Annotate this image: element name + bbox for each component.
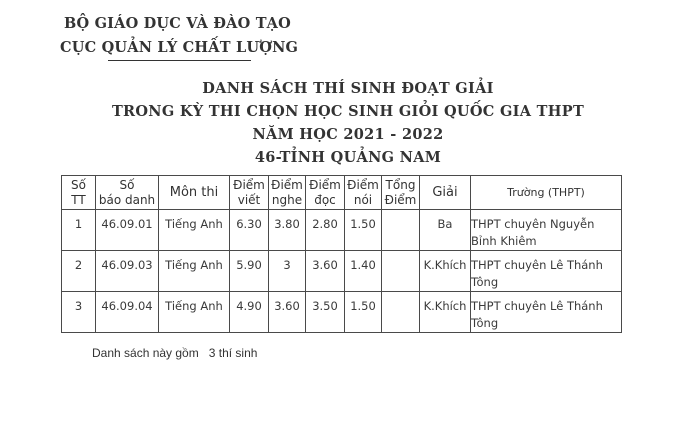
cell-sbd: 46.09.04 xyxy=(96,292,159,333)
cell-school: THPT chuyên Lê Thánh Tông xyxy=(471,251,622,292)
cell-stt: 3 xyxy=(62,292,96,333)
cell-reading: 3.60 xyxy=(306,251,345,292)
cell-school: THPT chuyên Nguyễn Bỉnh Khiêm xyxy=(471,210,622,251)
cell-writing: 5.90 xyxy=(230,251,269,292)
header-writing: Điểm viết xyxy=(230,176,269,210)
table-header-row xyxy=(62,176,622,210)
cell-listening: 3.80 xyxy=(269,210,306,251)
cell-writing: 6.30 xyxy=(230,210,269,251)
header-award: Giải xyxy=(420,176,471,210)
header-subject: Môn thi xyxy=(159,176,230,210)
header-total: Tổng Điểm xyxy=(382,176,420,210)
cell-award: K.Khích xyxy=(420,251,471,292)
exam-name: TRONG KỲ THI CHỌN HỌC SINH GIỎI QUỐC GIA THPT xyxy=(111,103,585,120)
header-sbd: Số báo danh xyxy=(96,176,159,210)
header-reading: Điểm đọc xyxy=(306,176,345,210)
cell-speaking: 1.50 xyxy=(345,292,382,333)
school-year: NĂM HỌC 2021 - 2022 xyxy=(252,126,444,143)
document-title: DANH SÁCH THÍ SINH ĐOẠT GIẢI xyxy=(202,80,494,97)
cell-award: Ba xyxy=(420,210,471,251)
table-row xyxy=(62,292,622,333)
header-stt: Số TT xyxy=(62,176,96,210)
table-row xyxy=(62,210,622,251)
summary-text: Danh sách này gồm 3 thí sinh xyxy=(92,346,258,360)
header-school: Trường (THPT) xyxy=(471,176,622,210)
cell-award: K.Khích xyxy=(420,292,471,333)
table-row xyxy=(62,251,622,292)
cell-school: THPT chuyên Lê Thánh Tông xyxy=(471,292,622,333)
cell-total xyxy=(382,292,420,333)
cell-subject: Tiếng Anh xyxy=(159,251,230,292)
cell-speaking: 1.50 xyxy=(345,210,382,251)
cell-stt: 1 xyxy=(62,210,96,251)
cell-total xyxy=(382,251,420,292)
department-name: CỤC QUẢN LÝ CHẤT LƯỢNG xyxy=(60,39,299,56)
cell-subject: Tiếng Anh xyxy=(159,292,230,333)
ministry-name: BỘ GIÁO DỤC VÀ ĐÀO TẠO xyxy=(64,15,291,32)
province: 46-TỈNH QUẢNG NAM xyxy=(254,149,442,166)
cell-subject: Tiếng Anh xyxy=(159,210,230,251)
cell-stt: 2 xyxy=(62,251,96,292)
header-speaking: Điểm nói xyxy=(345,176,382,210)
cell-listening: 3.60 xyxy=(269,292,306,333)
cell-total xyxy=(382,210,420,251)
cell-listening: 3 xyxy=(269,251,306,292)
header-listening: Điểm nghe xyxy=(269,176,306,210)
cell-sbd: 46.09.01 xyxy=(96,210,159,251)
cell-sbd: 46.09.03 xyxy=(96,251,159,292)
department-underline xyxy=(108,60,251,61)
cell-writing: 4.90 xyxy=(230,292,269,333)
cell-speaking: 1.40 xyxy=(345,251,382,292)
cell-reading: 3.50 xyxy=(306,292,345,333)
cell-reading: 2.80 xyxy=(306,210,345,251)
award-table xyxy=(61,175,622,333)
